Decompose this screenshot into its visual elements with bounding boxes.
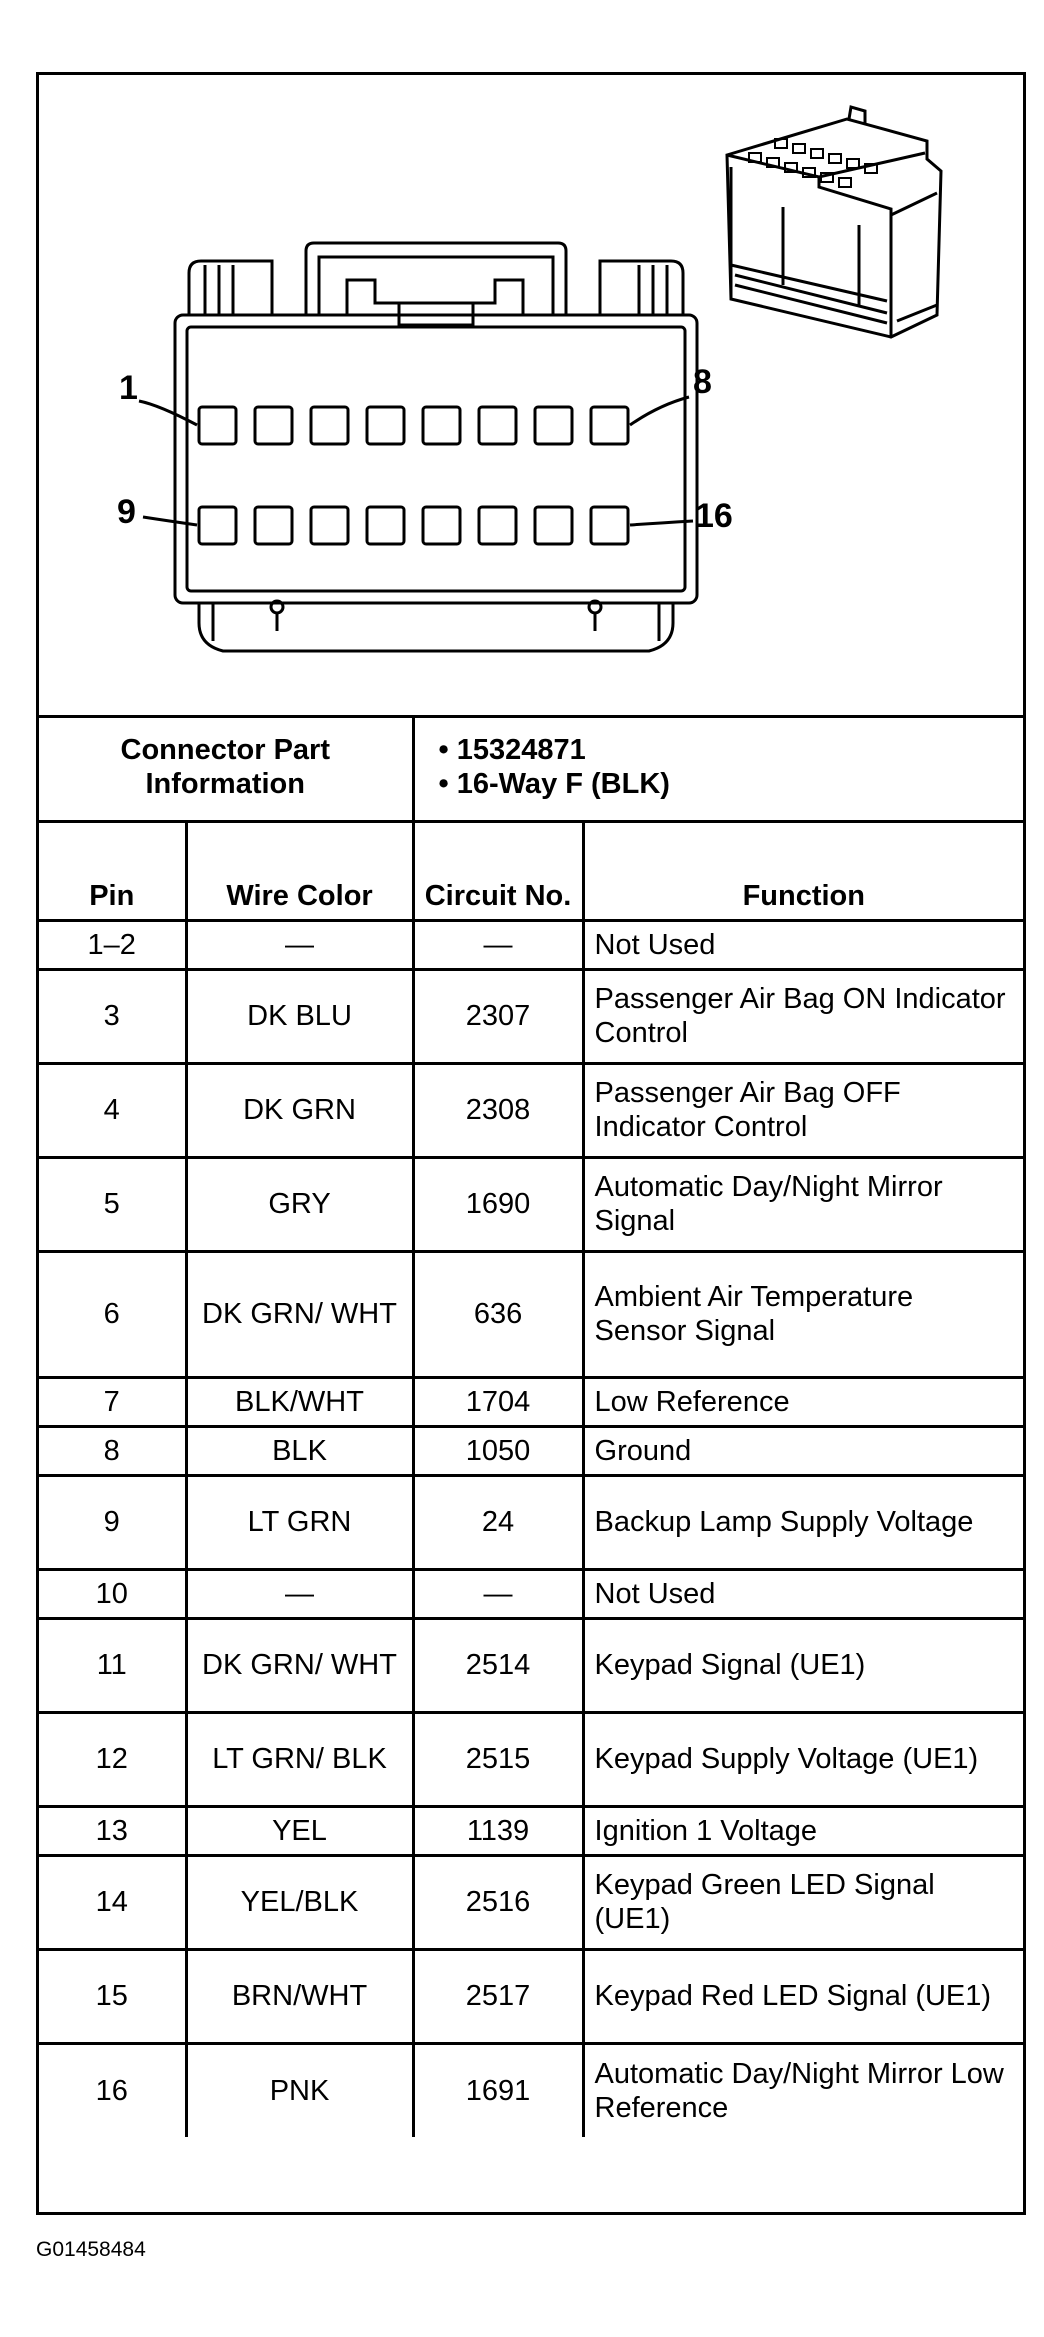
table-row [39, 1949, 1023, 2043]
table-row [39, 1426, 1023, 1475]
function-cell: Automatic Day/Night Mirror Low Reference [583, 2043, 1023, 2137]
connector-figure [36, 72, 1026, 2215]
header-wire-color: Wire Color [186, 821, 413, 920]
wire-color-cell: — [186, 920, 413, 969]
wire-color-cell: GRY [186, 1157, 413, 1251]
circuit-cell: 24 [413, 1475, 583, 1569]
circuit-cell: 2308 [413, 1063, 583, 1157]
wire-color-cell: DK GRN/ WHT [186, 1618, 413, 1712]
connector-info-values [413, 715, 1023, 821]
table-row [39, 969, 1023, 1063]
pin-cell: 15 [39, 1949, 186, 2043]
wire-color-cell: YEL/BLK [186, 1855, 413, 1949]
pin-cell: 7 [39, 1377, 186, 1426]
wire-color-cell: YEL [186, 1806, 413, 1855]
pin-cell: 11 [39, 1618, 186, 1712]
connector-face-drawing [39, 75, 1023, 715]
function-cell: Keypad Red LED Signal (UE1) [583, 1949, 1023, 2043]
circuit-cell: 2516 [413, 1855, 583, 1949]
circuit-cell: 1050 [413, 1426, 583, 1475]
connector-description: • 16-Way F (BLK) [438, 768, 670, 801]
wire-color-cell: BLK [186, 1426, 413, 1475]
function-cell: Keypad Signal (UE1) [583, 1618, 1023, 1712]
function-cell: Ground [583, 1426, 1023, 1475]
pin-cell: 13 [39, 1806, 186, 1855]
pin-label-9: 9 [117, 493, 136, 531]
table-row [39, 1063, 1023, 1157]
table-row [39, 1806, 1023, 1855]
function-cell: Not Used [583, 1569, 1023, 1618]
circuit-cell: 2514 [413, 1618, 583, 1712]
table-row [39, 1855, 1023, 1949]
table-row [39, 1377, 1023, 1426]
circuit-cell: 2307 [413, 969, 583, 1063]
circuit-cell: 2517 [413, 1949, 583, 2043]
pin-cell: 5 [39, 1157, 186, 1251]
circuit-cell: — [413, 920, 583, 969]
table-row [39, 1475, 1023, 1569]
function-cell: Ambient Air Temperature Sensor Signal [583, 1251, 1023, 1377]
function-cell: Passenger Air Bag OFF Indicator Control [583, 1063, 1023, 1157]
connector-isometric-view [727, 107, 941, 337]
table-header-row [39, 821, 1023, 920]
circuit-cell: 1704 [413, 1377, 583, 1426]
pin-cell: 10 [39, 1569, 186, 1618]
figure-id-caption: G01458484 [36, 2238, 146, 2261]
circuit-cell: 1691 [413, 2043, 583, 2137]
pin-cell: 1–2 [39, 920, 186, 969]
pin-cell: 14 [39, 1855, 186, 1949]
wire-color-cell: PNK [186, 2043, 413, 2137]
pin-label-8: 8 [693, 363, 712, 401]
wire-color-cell: BLK/WHT [186, 1377, 413, 1426]
function-cell: Automatic Day/Night Mirror Signal [583, 1157, 1023, 1251]
table-row [39, 1251, 1023, 1377]
pin-cell: 9 [39, 1475, 186, 1569]
connector-diagram [39, 75, 1023, 718]
wire-color-cell: LT GRN [186, 1475, 413, 1569]
function-cell: Keypad Supply Voltage (UE1) [583, 1712, 1023, 1806]
wire-color-cell: BRN/WHT [186, 1949, 413, 2043]
circuit-cell: 1139 [413, 1806, 583, 1855]
circuit-cell: 1690 [413, 1157, 583, 1251]
table-row [39, 920, 1023, 969]
pin-label-16: 16 [695, 497, 733, 535]
wire-color-cell: DK GRN/ WHT [186, 1251, 413, 1377]
pin-cell: 3 [39, 969, 186, 1063]
circuit-cell: 2515 [413, 1712, 583, 1806]
pin-cell: 16 [39, 2043, 186, 2137]
header-circuit-no: Circuit No. [413, 821, 583, 920]
function-cell: Passenger Air Bag ON Indicator Control [583, 969, 1023, 1063]
header-function: Function [583, 821, 1023, 920]
table-row [39, 1157, 1023, 1251]
pin-cell: 12 [39, 1712, 186, 1806]
pin-cell: 6 [39, 1251, 186, 1377]
wire-color-cell: DK GRN [186, 1063, 413, 1157]
table-row [39, 2043, 1023, 2137]
connector-info-row [39, 715, 1023, 821]
function-cell: Ignition 1 Voltage [583, 1806, 1023, 1855]
table-row [39, 1712, 1023, 1806]
wire-color-cell: LT GRN/ BLK [186, 1712, 413, 1806]
wire-color-cell: DK BLU [186, 969, 413, 1063]
function-cell: Low Reference [583, 1377, 1023, 1426]
pin-cavities-top [199, 407, 628, 444]
header-pin: Pin [39, 821, 186, 920]
pin-cavities-bottom [199, 507, 628, 544]
connector-part-number: • 15324871 [438, 734, 586, 767]
circuit-cell: 636 [413, 1251, 583, 1377]
pin-label-1: 1 [119, 369, 138, 407]
function-cell: Backup Lamp Supply Voltage [583, 1475, 1023, 1569]
pinout-table [39, 715, 1023, 2137]
table-row [39, 1618, 1023, 1712]
wire-color-cell: — [186, 1569, 413, 1618]
pin-cell: 4 [39, 1063, 186, 1157]
connector-info-label: Connector Part Information [39, 715, 413, 821]
function-cell: Keypad Green LED Signal (UE1) [583, 1855, 1023, 1949]
function-cell: Not Used [583, 920, 1023, 969]
table-row [39, 1569, 1023, 1618]
pin-cell: 8 [39, 1426, 186, 1475]
circuit-cell: — [413, 1569, 583, 1618]
